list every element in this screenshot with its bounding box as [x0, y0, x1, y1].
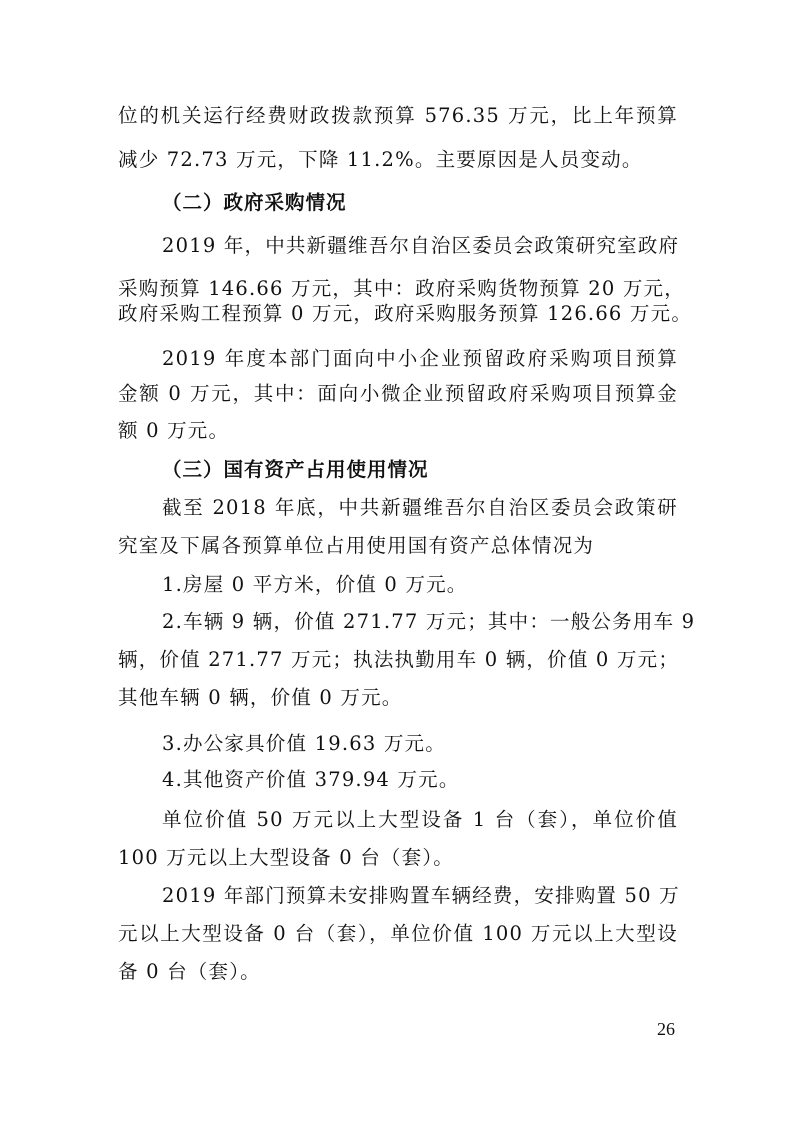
body-line: 位的机关运行经费财政拨款预算 576.35 万元，比上年预算: [118, 104, 678, 127]
section-heading-procurement: （二）政府采购情况: [162, 191, 347, 214]
body-line: 采购预算 146.66 万元，其中：政府采购货物预算 20 万元，: [118, 277, 685, 300]
list-item-other-assets: 4.其他资产价值 379.94 万元。: [162, 768, 460, 791]
body-line: 究室及下属各预算单位占用使用国有资产总体情况为: [118, 534, 595, 557]
body-line: 2019 年部门预算未安排购置车辆经费，安排购置 50 万: [162, 884, 680, 907]
body-line: 元以上大型设备 0 台（套），单位价值 100 万元以上大型设: [118, 922, 678, 945]
body-line: 其他车辆 0 辆，价值 0 万元。: [118, 686, 403, 709]
body-line: 额 0 万元。: [118, 419, 230, 442]
body-line: 截至 2018 年底，中共新疆维吾尔自治区委员会政策研: [162, 496, 678, 519]
list-item-vehicles: 2.车辆 9 辆，价值 271.77 万元；其中：一般公务用车 9: [162, 610, 696, 633]
body-line: 100 万元以上大型设备 0 台（套）。: [118, 846, 454, 869]
body-line: 金额 0 万元，其中：面向小微企业预留政府采购项目预算金: [118, 382, 678, 405]
body-line: 辆，价值 271.77 万元；执法执勤用车 0 辆，价值 0 万元；: [118, 648, 680, 671]
section-heading-assets: （三）国有资产占用使用情况: [162, 458, 429, 481]
body-line: 政府采购工程预算 0 万元，政府采购服务预算 126.66 万元。: [118, 302, 693, 325]
list-item-furniture: 3.办公家具价值 19.63 万元。: [162, 732, 446, 755]
page-number: 26: [657, 1019, 675, 1039]
body-line: 备 0 台（套）。: [118, 960, 261, 983]
body-line: 2019 年度本部门面向中小企业预留政府采购项目预算: [162, 347, 678, 370]
list-item-housing: 1.房屋 0 平方米，价值 0 万元。: [162, 573, 468, 596]
body-line: 单位价值 50 万元以上大型设备 1 台（套），单位价值: [162, 808, 678, 831]
body-line: 2019 年，中共新疆维吾尔自治区委员会政策研究室政府: [162, 234, 680, 257]
body-line: 减少 72.73 万元，下降 11.2%。主要原因是人员变动。: [118, 148, 643, 171]
